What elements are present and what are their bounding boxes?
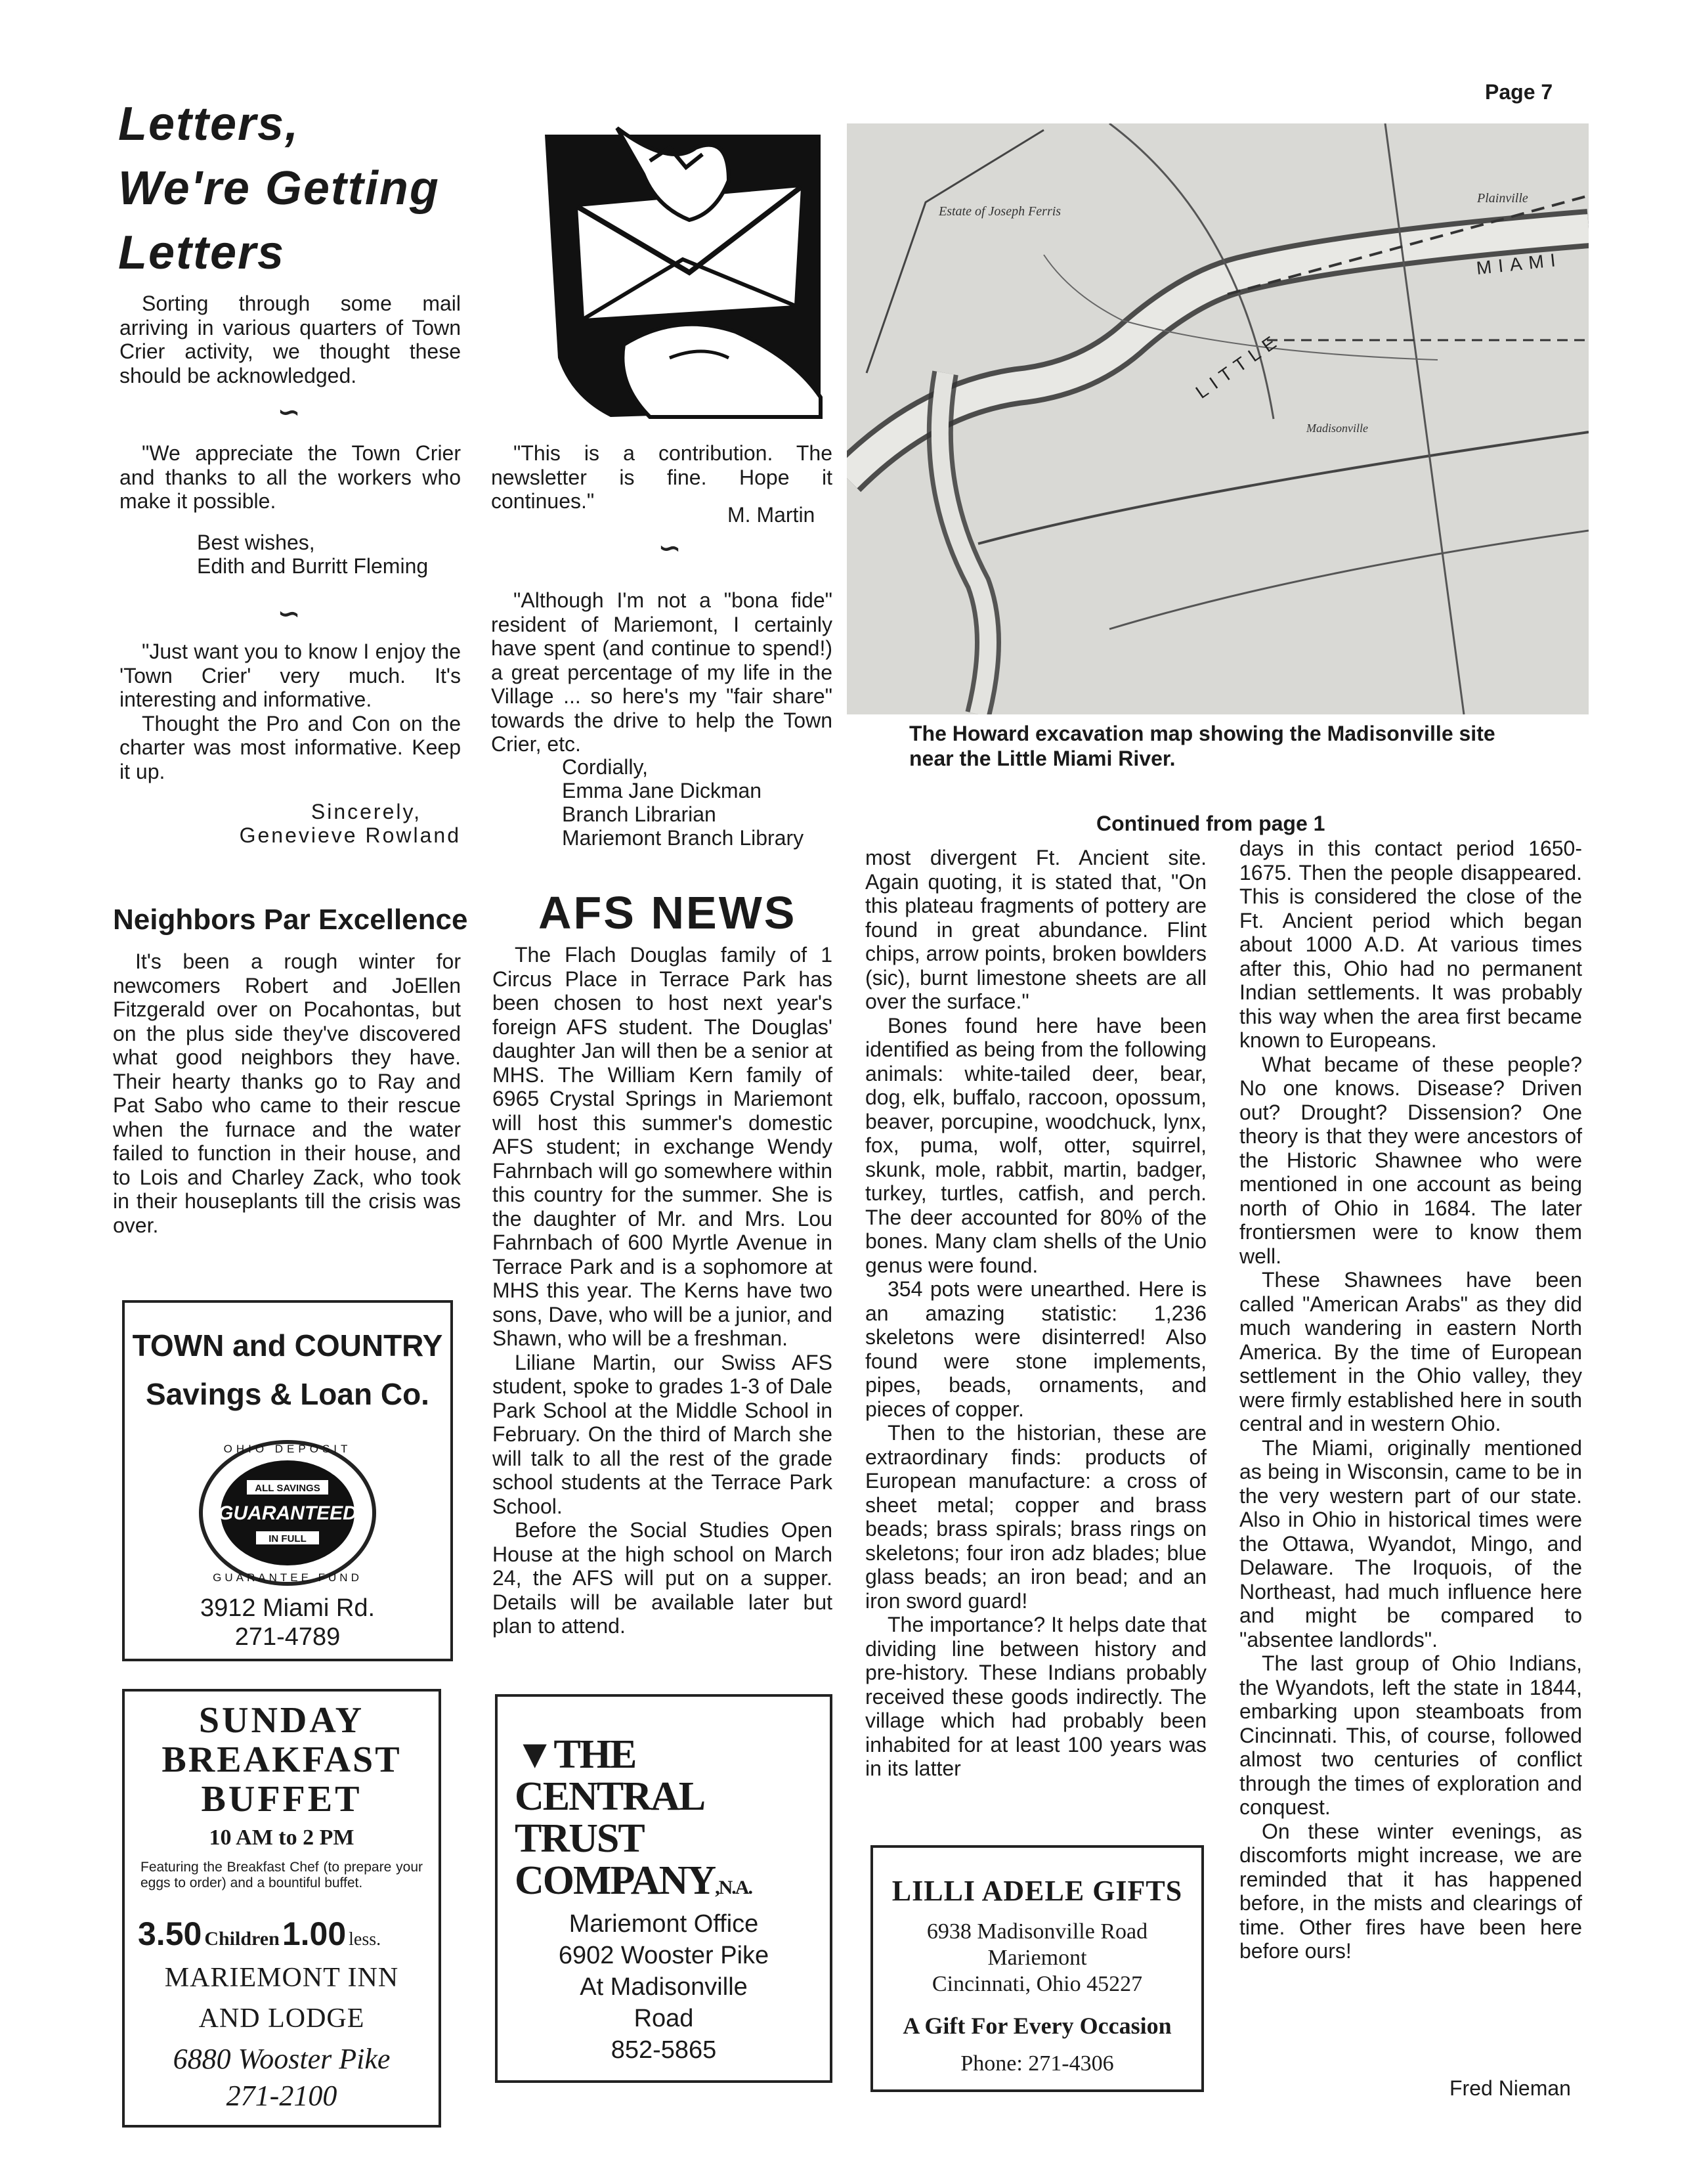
- seal-bottom-text: GUARANTEE FUND: [213, 1571, 362, 1584]
- breakfast-children-label: Children: [204, 1928, 280, 1950]
- neighbors-headline: Neighbors Par Excellence: [113, 904, 468, 936]
- breakfast-child-price: 1.00: [282, 1915, 347, 1952]
- breakfast-description: Featuring the Breakfast Chef (to prepare your eggs to order) and a bountiful buffet.: [140, 1860, 423, 1890]
- article-paragraph: 354 pots were unearthed. Here is an amazing statistic: 1,236 skeletons were disinterred! Also found were stone implements, pipes, beads, ornaments, and pieces of copper.: [865, 1277, 1207, 1421]
- article-paragraph: most divergent Ft. Ancient site. Again quoting, it is stated that, "On this plateau fragments of pottery are found in great abundance. Flint chips, arrow points, broken bowlders (sic), burnt limestone sheets are all over the surface.": [865, 846, 1207, 1013]
- central-trust-suffix: ,N.A.: [715, 1877, 752, 1898]
- letter-rowland-closing: [223, 800, 461, 847]
- central-trust-at: At Madisonville: [580, 1973, 748, 2001]
- breakfast-prices: [138, 1915, 433, 1953]
- letters-headline-line2: We're Getting: [118, 162, 440, 215]
- letter-fleming-closing: [197, 531, 428, 578]
- town-country-subname: Savings & Loan Co.: [146, 1377, 429, 1411]
- lilli-address: [873, 1919, 1201, 1998]
- article-paragraph: On these winter evenings, as discomforts might increase, we are reminded that it has happened before, in the mists and clearings of time. Other fires have been here before ours!: [1239, 1819, 1582, 1963]
- afs-news-headline: AFS NEWS: [538, 887, 797, 938]
- letter-dickman-body: "Although I'm not a "bona fide" resident of Mariemont, I certainly have spent (and continue to spend!) a great percentage of my life in the Village ... so here's my "fair share" towards the drive to help the Town Crier, etc.: [491, 588, 832, 756]
- map-label-little: LITTLE: [1191, 328, 1285, 403]
- letters-headline: [118, 92, 440, 285]
- article-paragraph: Bones found here have been identified as being from the following animals: white-tailed deer, bear, dog, elk, buffalo, raccoon, opossum, beaver, porcupine, woodchuck, lynx, fox, puma, wolf, otter, squirrel, skunk, mole, rabbit, martin, badger, turkey, turtles, catfish, and perch. The deer accounted for 80% of the bones. Many clam shells of the Unio genus were found.: [865, 1013, 1207, 1277]
- map-label-madisonville: Madisonville: [1306, 422, 1368, 435]
- lilli-address3: Cincinnati, Ohio 45227: [932, 1972, 1143, 1996]
- letter-fleming-body: "We appreciate the Town Crier and thanks to all the workers who make it possible.: [119, 441, 461, 513]
- letter-dickman-title: Branch Librarian: [562, 802, 716, 826]
- article-paragraph: Then to the historian, these are extraordinary finds: products of European manufacture: a cross of sheet metal; copper and brass beads; brass spirals; brass rings on skeletons; four iron adz blades; blue glass beads; an iron bead; and an iron sword guard!: [865, 1421, 1207, 1613]
- neighbors-article: [113, 950, 461, 1237]
- letter-fleming: [119, 441, 461, 513]
- neighbors-body: It's been a rough winter for newcomers Robert and JoEllen Fitzgerald over on Pocahontas, but on the plus side they've discovered what good neighbors they have. Their hearty thanks go to Ray and Pat Sabo who came to their rescue when the furnace and the water failed to function in their house, and to Lois and Charley Zack, who took in their houseplants till the crisis was over.: [113, 950, 461, 1237]
- letter-dickman-library: Mariemont Branch Library: [562, 826, 804, 850]
- letter-dickman-closing-text: Cordially,: [562, 755, 648, 779]
- article-column-2: [1239, 837, 1582, 1963]
- hands-envelope-illustration: [519, 108, 834, 424]
- article-paragraph: These Shawnees have been called "American Arabs" as they did much wandering in eastern North America. By the time of European settlement in the Ohio valley, they were firmly established here in south central and in western Ohio.: [1239, 1268, 1582, 1435]
- breakfast-line2: BREAKFAST: [161, 1739, 402, 1780]
- sunday-breakfast-ad: [122, 1689, 441, 2128]
- article-column-1: [865, 846, 1207, 1781]
- breakfast-line3: BUFFET: [201, 1779, 362, 1820]
- town-country-phone: 271-4789: [234, 1623, 341, 1651]
- central-trust-logo: [515, 1734, 823, 1909]
- swash-ornament-icon: ∽: [658, 534, 681, 563]
- breakfast-venue2: AND LODGE: [198, 2003, 365, 2034]
- breakfast-adult-price: 3.50: [138, 1915, 202, 1952]
- central-trust-phone: 852-5865: [611, 2036, 717, 2064]
- breakfast-venue1: MARIEMONT INN: [164, 1963, 399, 1993]
- article-paragraph: days in this contact period 1650-1675. Then the people disappeared. This is considered the close of the Ft. Ancient period which began about 1000 A.D. At various times after this, Ohio had no permanent Indian settlements. It was probably this way when the area first became known to Europeans.: [1239, 837, 1582, 1052]
- central-trust-address: 6902 Wooster Pike: [558, 1942, 769, 1969]
- article-paragraph: The importance? It helps date that dividing line between history and pre-history. These Indians probably received these goods indirectly. The village which had probably been inhabited for at least 100 years was in its latter: [865, 1613, 1207, 1780]
- seal-small-text: ALL SAVINGS: [255, 1483, 320, 1494]
- central-trust-line2: CENTRAL TRUST: [515, 1774, 702, 1861]
- excavation-map-image: [847, 123, 1589, 714]
- letter-dickman-name: Emma Jane Dickman: [562, 779, 762, 802]
- breakfast-less: less.: [349, 1929, 381, 1950]
- letter-rowland: [119, 640, 461, 783]
- letters-intro: [119, 292, 461, 387]
- breakfast-line1: SUNDAY: [198, 1700, 365, 1741]
- guarantee-seal-icon: [196, 1434, 379, 1592]
- lilli-phone: Phone: 271-4306: [960, 2051, 1114, 2076]
- central-trust-line3: COMPANY: [515, 1858, 716, 1903]
- article-paragraph: What became of these people? No one knows. Disease? Driven out? Drought? Dissension? One theory is that they were ancestors of the Historic Shawnee who were mentioned in one account as being north of Ohio in 1684. The later frontiersmen were to know them well.: [1239, 1052, 1582, 1268]
- afs-news-paragraph: Liliane Martin, our Swiss AFS student, spoke to grades 1-3 of Dale Park School at the Middle School in February. On the third of March she will talk to all the rest of the grade school students at the Terrace Park School.: [492, 1350, 832, 1518]
- map-label-estate: Estate of Joseph Ferris: [939, 204, 1062, 219]
- letter-fleming-signature: Edith and Burritt Fleming: [197, 554, 429, 578]
- continued-from-label: Continued from page 1: [1096, 812, 1325, 835]
- central-trust-triangle-icon: ▼: [515, 1732, 554, 1777]
- town-country-ad: [122, 1300, 453, 1661]
- letters-headline-line1: Letters,: [118, 98, 300, 150]
- swash-ornament-icon: ∽: [278, 398, 300, 427]
- afs-news-article: [492, 943, 832, 1638]
- lilli-name: LILLI ADELE GIFTS: [891, 1875, 1183, 1907]
- lilli-adele-ad: [870, 1845, 1204, 2092]
- letters-headline-line3: Letters: [118, 227, 286, 279]
- central-trust-ad: [495, 1694, 832, 2083]
- seal-top-text: OHIO DEPOSIT: [223, 1443, 352, 1455]
- breakfast-address: 6880 Wooster Pike: [173, 2043, 391, 2075]
- article-paragraph: The Miami, originally mentioned as being in Wisconsin, came to be in the very western part of our state. Also in Ohio in historical times were the Ottawa, Wyandot, Mingo, and Delaware. The Iroquois, of the Northeast, had much influence here and might be compared to "absentee landlords".: [1239, 1435, 1582, 1651]
- town-country-address: 3912 Miami Rd.: [200, 1594, 375, 1622]
- letter-martin-signature: M. Martin: [727, 503, 815, 527]
- article-byline: Fred Nieman: [1449, 2076, 1571, 2100]
- map-label-plainville: Plainville: [1477, 191, 1528, 206]
- letter-rowland-signature: Genevieve Rowland: [239, 823, 461, 847]
- lilli-tagline: A Gift For Every Occasion: [903, 2013, 1172, 2039]
- letter-rowland-closing-text: Sincerely,: [311, 800, 421, 823]
- lilli-address2: Mariemont: [987, 1946, 1087, 1970]
- central-trust-details: [498, 1908, 830, 2066]
- letters-intro-text: Sorting through some mail arriving in various quarters of Town Crier activity, we thought these should be acknowledged.: [119, 292, 461, 387]
- swash-ornament-icon: ∽: [278, 600, 300, 628]
- seal-main-text: GUARANTEED: [218, 1502, 357, 1524]
- page-number: Page 7: [1485, 80, 1553, 104]
- afs-news-paragraph: Before the Social Studies Open House at the high school on March 24, the AFS will put on a supper. Details will be available later but plan to attend.: [492, 1518, 832, 1638]
- map-caption: The Howard excavation map showing the Madisonville site near the Little Miami River.: [909, 722, 1495, 770]
- breakfast-hours: 10 AM to 2 PM: [209, 1825, 354, 1850]
- central-trust-line1: THE: [553, 1732, 636, 1777]
- afs-news-paragraph: The Flach Douglas family of 1 Circus Place in Terrace Park has been chosen to host next year's foreign AFS student. The Douglas' daughter Jan will then be a senior at MHS. The William Kern family of 6965 Crystal Springs in Mariemont will host this summer's domestic AFS student; in exchange Wendy Fahrnbach will go somewhere within this country for the summer. She is the daughter of Mr. and Mrs. Lou Fahrnbach of 600 Myrtle Avenue in Terrace Park and is a sophomore at MHS this year. The Kerns have two sons, Dave, who will be a junior, and Shawn, who will be a freshman.: [492, 943, 832, 1350]
- town-country-name: TOWN and COUNTRY: [132, 1328, 443, 1363]
- letter-martin-body: "This is a contribution. The newsletter is fine. Hope it continues.": [491, 441, 832, 513]
- seal-sub-text: IN FULL: [268, 1533, 307, 1544]
- letter-dickman-closing: [562, 755, 804, 850]
- letter-rowland-body2: Thought the Pro and Con on the charter was most informative. Keep it up.: [119, 711, 461, 783]
- letter-rowland-body1: "Just want you to know I enjoy the 'Town Crier' very much. It's interesting and informative.: [119, 640, 461, 711]
- central-trust-road: Road: [633, 2005, 694, 2032]
- breakfast-phone: 271-2100: [226, 2080, 337, 2112]
- map-label-miami: MIAMI: [1475, 249, 1563, 278]
- article-paragraph: The last group of Ohio Indians, the Wyandots, left the state in 1844, embarking upon steamboats from Cincinnati. This, of course, followed almost two centuries of conflict through the times of exploration and conquest.: [1239, 1651, 1582, 1819]
- lilli-address1: 6938 Madisonville Road: [926, 1919, 1148, 1944]
- central-trust-office: Mariemont Office: [569, 1910, 759, 1938]
- letter-fleming-closing-text: Best wishes,: [197, 531, 315, 554]
- letter-dickman: [491, 588, 832, 756]
